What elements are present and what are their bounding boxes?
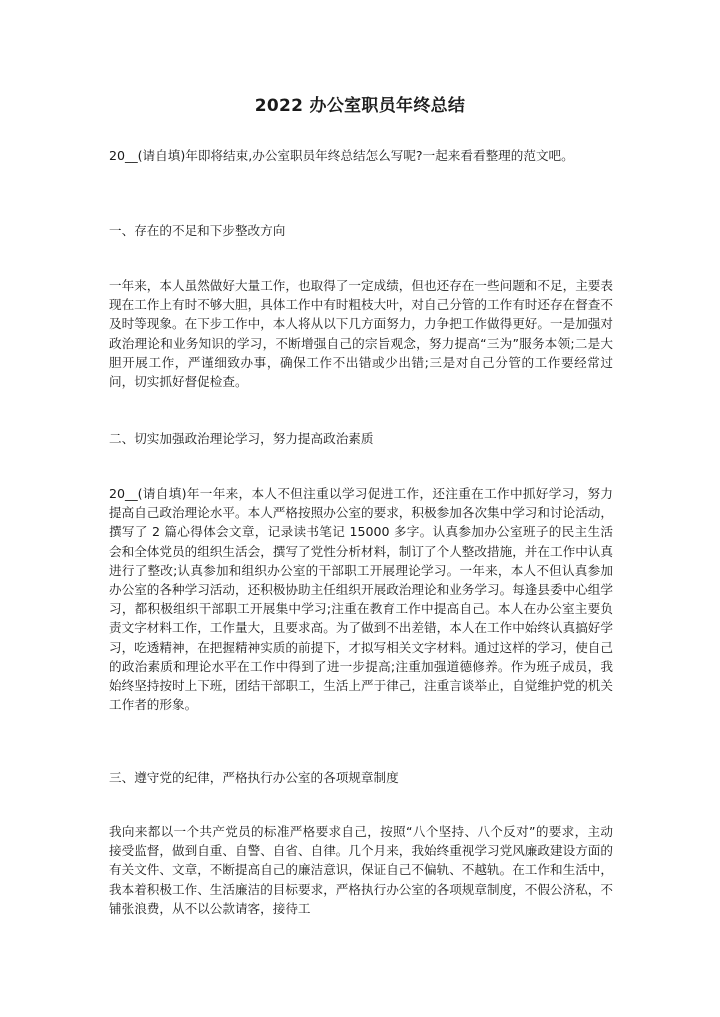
section-1-body: 一年来，本人虽然做好大量工作，也取得了一定成绩，但也还存在一些问题和不足，主要表现在工作上有时不够大胆，具体工作中有时粗枝大叶，对自己分管的工作有时还存在督查不及时等现象。在下步工作中，本人将从以下几方面努力，力争把工作做得更好。一是加强对政治理论和业务知识的学习，不断增强自己的宗旨观念，努力提高“三为”服务本领;二是大胆开展工作，严谨细致办事，确保工作不出错或少出错;三是对自己分管的工作要经常过问，切实抓好督促检查。 [109,278,613,390]
section-3-heading: 三、遵守党的纪律，严格执行办公室的各项规章制度 [109,770,399,785]
section-3-body: 我向来都以一个共产党员的标准严格要求自己，按照“八个坚持、八个反对”的要求，主动接受监督，做到自重、自警、自省、自律。几个月来，我始终重视学习党风廉政建设方面的有关文件、文章，不断提高自己的廉洁意识，保证自己不偏轨、不越轨。在工作和生活中，我本着积极工作、生活廉洁的目标要求，严格执行办公室的各项规章制度，不假公济私，不铺张浪费，从不以公款请客，接待工 [109,824,613,916]
section-2-heading: 二、切实加强政治理论学习，努力提高政治素质 [109,431,374,446]
section-2-body: 20__(请自填)年一年来，本人不但注重以学习促进工作，还注重在工作中抓好学习，努力提高自己政治理论水平。本人严格按照办公室的要求，积极参加各次集中学习和讨论活动，撰写了 2 篇心得体会文章，记录读书笔记 15000 多字。认真参加办公室班子的民主生活会和全体党员的组织生活会，撰写了党性分析材料，制订了个人整改措施，并在工作中认真进行了整改;认真参加和组织办公室的干部职工开展理论学习。一年来，本人不但认真参加办公室的各种学习活动，还积极协助主任组织开展政治理论和业务学习。每逢县委中心组学习，都积极组织干部职工开展集中学习;注重在教育工作中提高自己。本人在办公室主要负责文字材料工作，工作量大，且要求高。为了做到不出差错，本人在工作中始终认真搞好学习，吃透精神，在把握精神实质的前提下，才拟写相关文字材料。通过这样的学习，使自己的政治素质和理论水平在工作中得到了进一步提高;注重加强道德修养。作为班子成员，我始终坚持按时上下班，团结干部职工，生活上严于律己，注重言谈举止，自觉维护党的机关工作者的形象。 [109,486,613,713]
section-1-heading: 一、存在的不足和下步整改方向 [109,223,286,238]
document-title: 2022 办公室职员年终总结 [254,96,466,116]
intro-paragraph: 20__(请自填)年即将结束,办公室职员年终总结怎么写呢?一起来看看整理的范文吧。 [109,148,574,163]
